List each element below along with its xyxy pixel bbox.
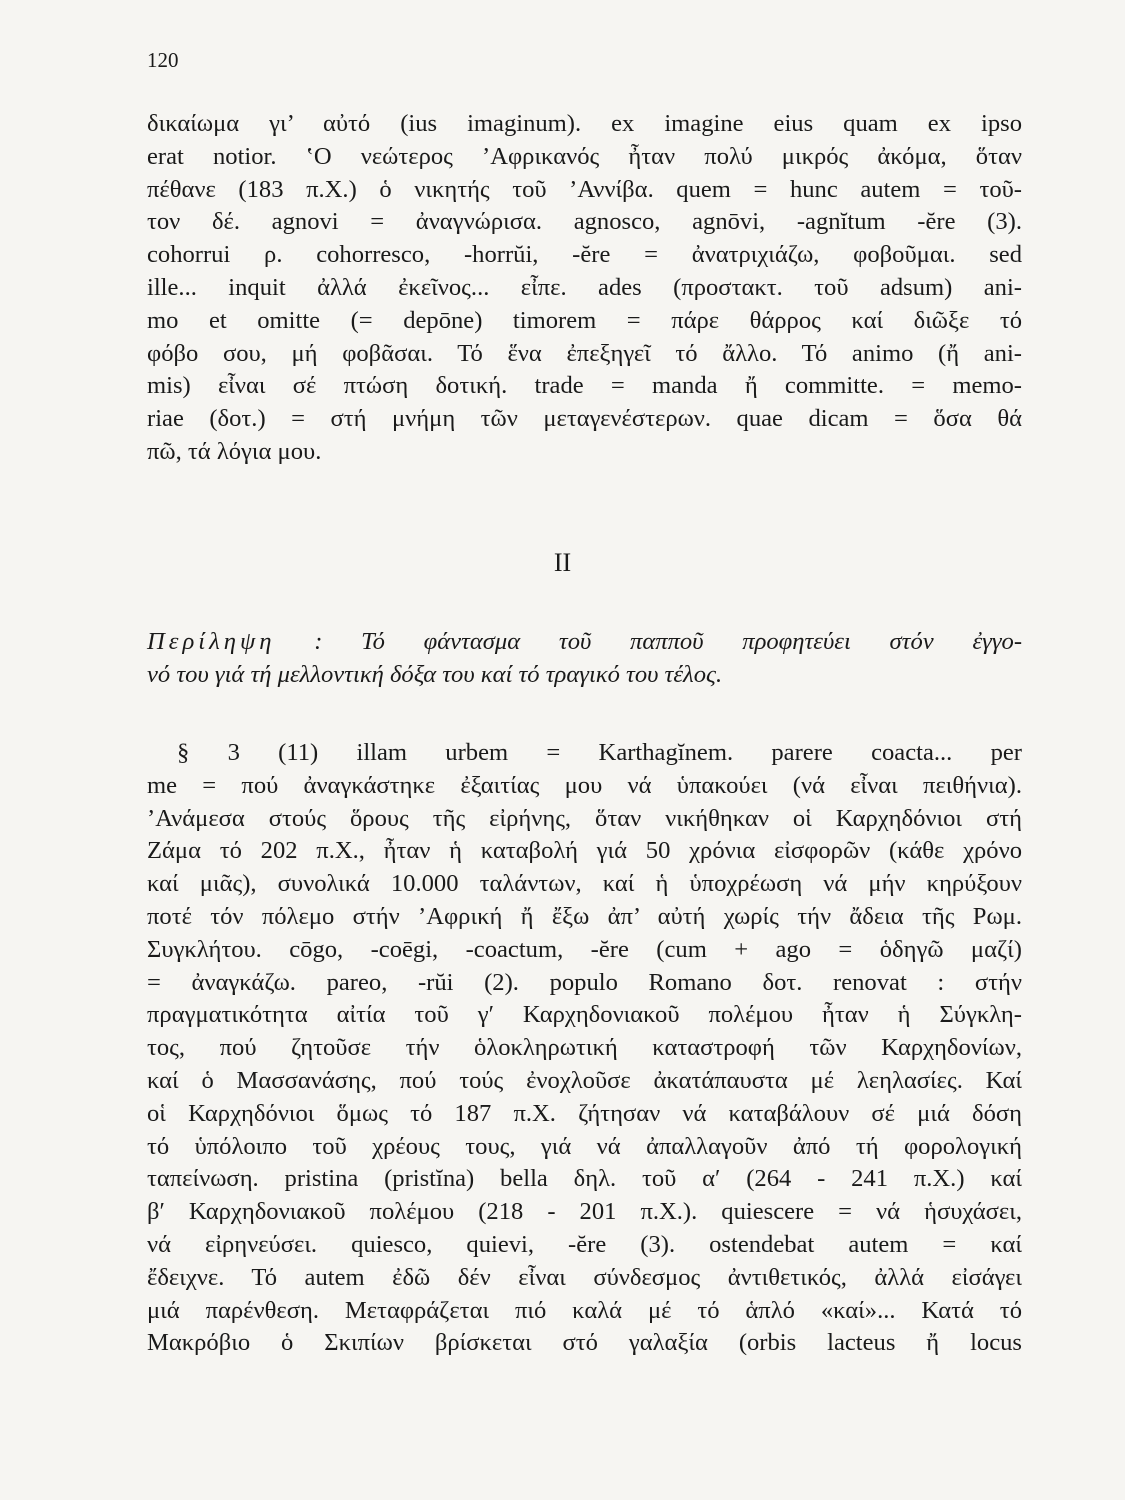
text-line: τό ὑπόλοιπο τοῦ χρέους τους, γιά νά ἀπαλλαγοῦν ἀπό τή φορολογική: [147, 1132, 1022, 1160]
summary-line: νό του γιά τή μελλοντική δόξα του καί τό τραγικό του τέλος.: [147, 660, 723, 688]
text-line: mo et omitte (= depōne) timorem = πάρε θάρρος καί διῶξε τό: [147, 306, 1022, 334]
text-line: ταπείνωση. pristina (pristĭna) bella δηλ. τοῦ α′ (264 - 241 π.Χ.) καί: [147, 1165, 1022, 1193]
text-line: πέθανε (183 π.Χ.) ὁ νικητής τοῦ ’Αννίβα. quem = hunc autem = τοῦ-: [147, 175, 1022, 203]
text-line: § 3 (11) illam urbem = Karthagĭnem. parere coacta... per: [177, 739, 1022, 766]
text-line: ille... inquit ἀλλά ἐκεῖνος... εἶπε. ades (προστακτ. τοῦ adsum) ani-: [147, 273, 1022, 301]
paragraph-commentary-1: [147, 108, 1022, 469]
text-line: τος, πού ζητοῦσε τήν ὁλοκληρωτική καταστροφή τῶν Καρχηδονίων,: [147, 1034, 1022, 1062]
summary-line: [147, 626, 1022, 659]
text-line: πῶ, τά λόγια μου.: [147, 437, 322, 465]
text-line: Συγκλήτου. cōgo, -coēgi, -coactum, -ĕre (cum + ago = ὁδηγῶ μαζί): [147, 935, 1022, 963]
text-line: οἱ Καρχηδόνιοι ὅμως τό 187 π.Χ. ζήτησαν νά καταβάλουν σέ μιά δόση: [147, 1099, 1022, 1127]
text-line: me = πού ἀναγκάστηκε ἐξαιτίας μου νά ὑπακούει (νά εἶναι πειθήνια).: [147, 771, 1022, 799]
text-line: riae (δοτ.) = στή μνήμη τῶν μεταγενέστερων. quae dicam = ὅσα θά: [147, 405, 1022, 433]
text-line: καί μιᾶς), συνολικά 10.000 ταλάντων, καί ἡ ὑποχρέωση νά μήν κηρύξουν: [147, 870, 1022, 898]
text-line: φόβο σου, μή φοβᾶσαι. Τό ἕνα ἐπεξηγεῖ τό ἄλλο. Τό animo (ἤ ani-: [147, 339, 1022, 367]
text-line: Ζάμα τό 202 π.Χ., ἦταν ἡ καταβολή γιά 50 χρόνια εἰσφορῶν (κάθε χρόνο: [147, 837, 1022, 865]
text-line: Μακρόβιο ὁ Σκιπίων βρίσκεται στό γαλαξία (orbis lacteus ἤ locus: [147, 1329, 1022, 1357]
text-line: ’Ανάμεσα στούς ὅρους τῆς εἰρήνης, ὅταν νικήθηκαν οἱ Καρχηδόνιοι στή: [147, 804, 1022, 832]
summary-paragraph: [147, 626, 1022, 692]
summary-text: : Τό φάντασμα τοῦ παπποῦ προφητεύει στόν ἐγγο-: [314, 628, 1023, 655]
text-line: ἔδειχνε. Τό autem ἐδῶ δέν εἶναι σύνδεσμος ἀντιθετικός, ἀλλά εἰσάγει: [147, 1263, 1022, 1291]
text-line: πραγματικότητα αἰτία τοῦ γ′ Καρχηδονιακοῦ πολέμου ἦταν ἡ Σύγκλη-: [147, 1001, 1022, 1029]
page-number: 120: [147, 48, 179, 72]
text-line: δικαίωμα γι’ αὐτό (ius imaginum). ex imagine eius quam ex ipso: [147, 110, 1022, 137]
paragraph-commentary-3: [147, 737, 1022, 1360]
text-line: β′ Καρχηδονιακοῦ πολέμου (218 - 201 π.Χ.). quiescere = νά ἡσυχάσει,: [147, 1198, 1022, 1226]
text-line: τον δέ. agnovi = ἀναγνώρισα. agnosco, agnōvi, -agnĭtum -ĕre (3).: [147, 208, 1022, 236]
text-line: μιά παρένθεση. Μεταφράζεται πιό καλά μέ τό ἁπλό «καί»... Κατά τό: [147, 1296, 1022, 1324]
section-heading: II: [553, 548, 572, 577]
text-line: = ἀναγκάζω. pareo, -rŭi (2). populo Romano δοτ. renovat : στήν: [147, 968, 1022, 996]
text-line: erat notior. ‛Ο νεώτερος ’Αφρικανός ἦταν πολύ μικρός ἀκόμα, ὅταν: [147, 142, 1022, 170]
text-line: ποτέ τόν πόλεμο στήν ’Αφρική ἤ ἔξω ἀπ’ αὐτή χωρίς τήν ἄδεια τῆς Ρωμ.: [147, 902, 1022, 930]
text-line: mis) εἶναι σέ πτώση δοτική. trade = manda ἤ committe. = memo-: [147, 372, 1022, 400]
summary-label: Περίληψη: [147, 628, 276, 655]
text-line: καί ὁ Μασσανάσης, πού τούς ἐνοχλοῦσε ἀκατάπαυστα μέ λεηλασίες. Καί: [147, 1066, 1022, 1094]
text-line: νά εἰρηνεύσει. quiesco, quievi, -ĕre (3). ostendebat autem = καί: [147, 1230, 1022, 1258]
text-line: cohorrui ρ. cohorresco, -horrŭi, -ĕre = ἀνατριχιάζω, φοβοῦμαι. sed: [147, 241, 1022, 269]
